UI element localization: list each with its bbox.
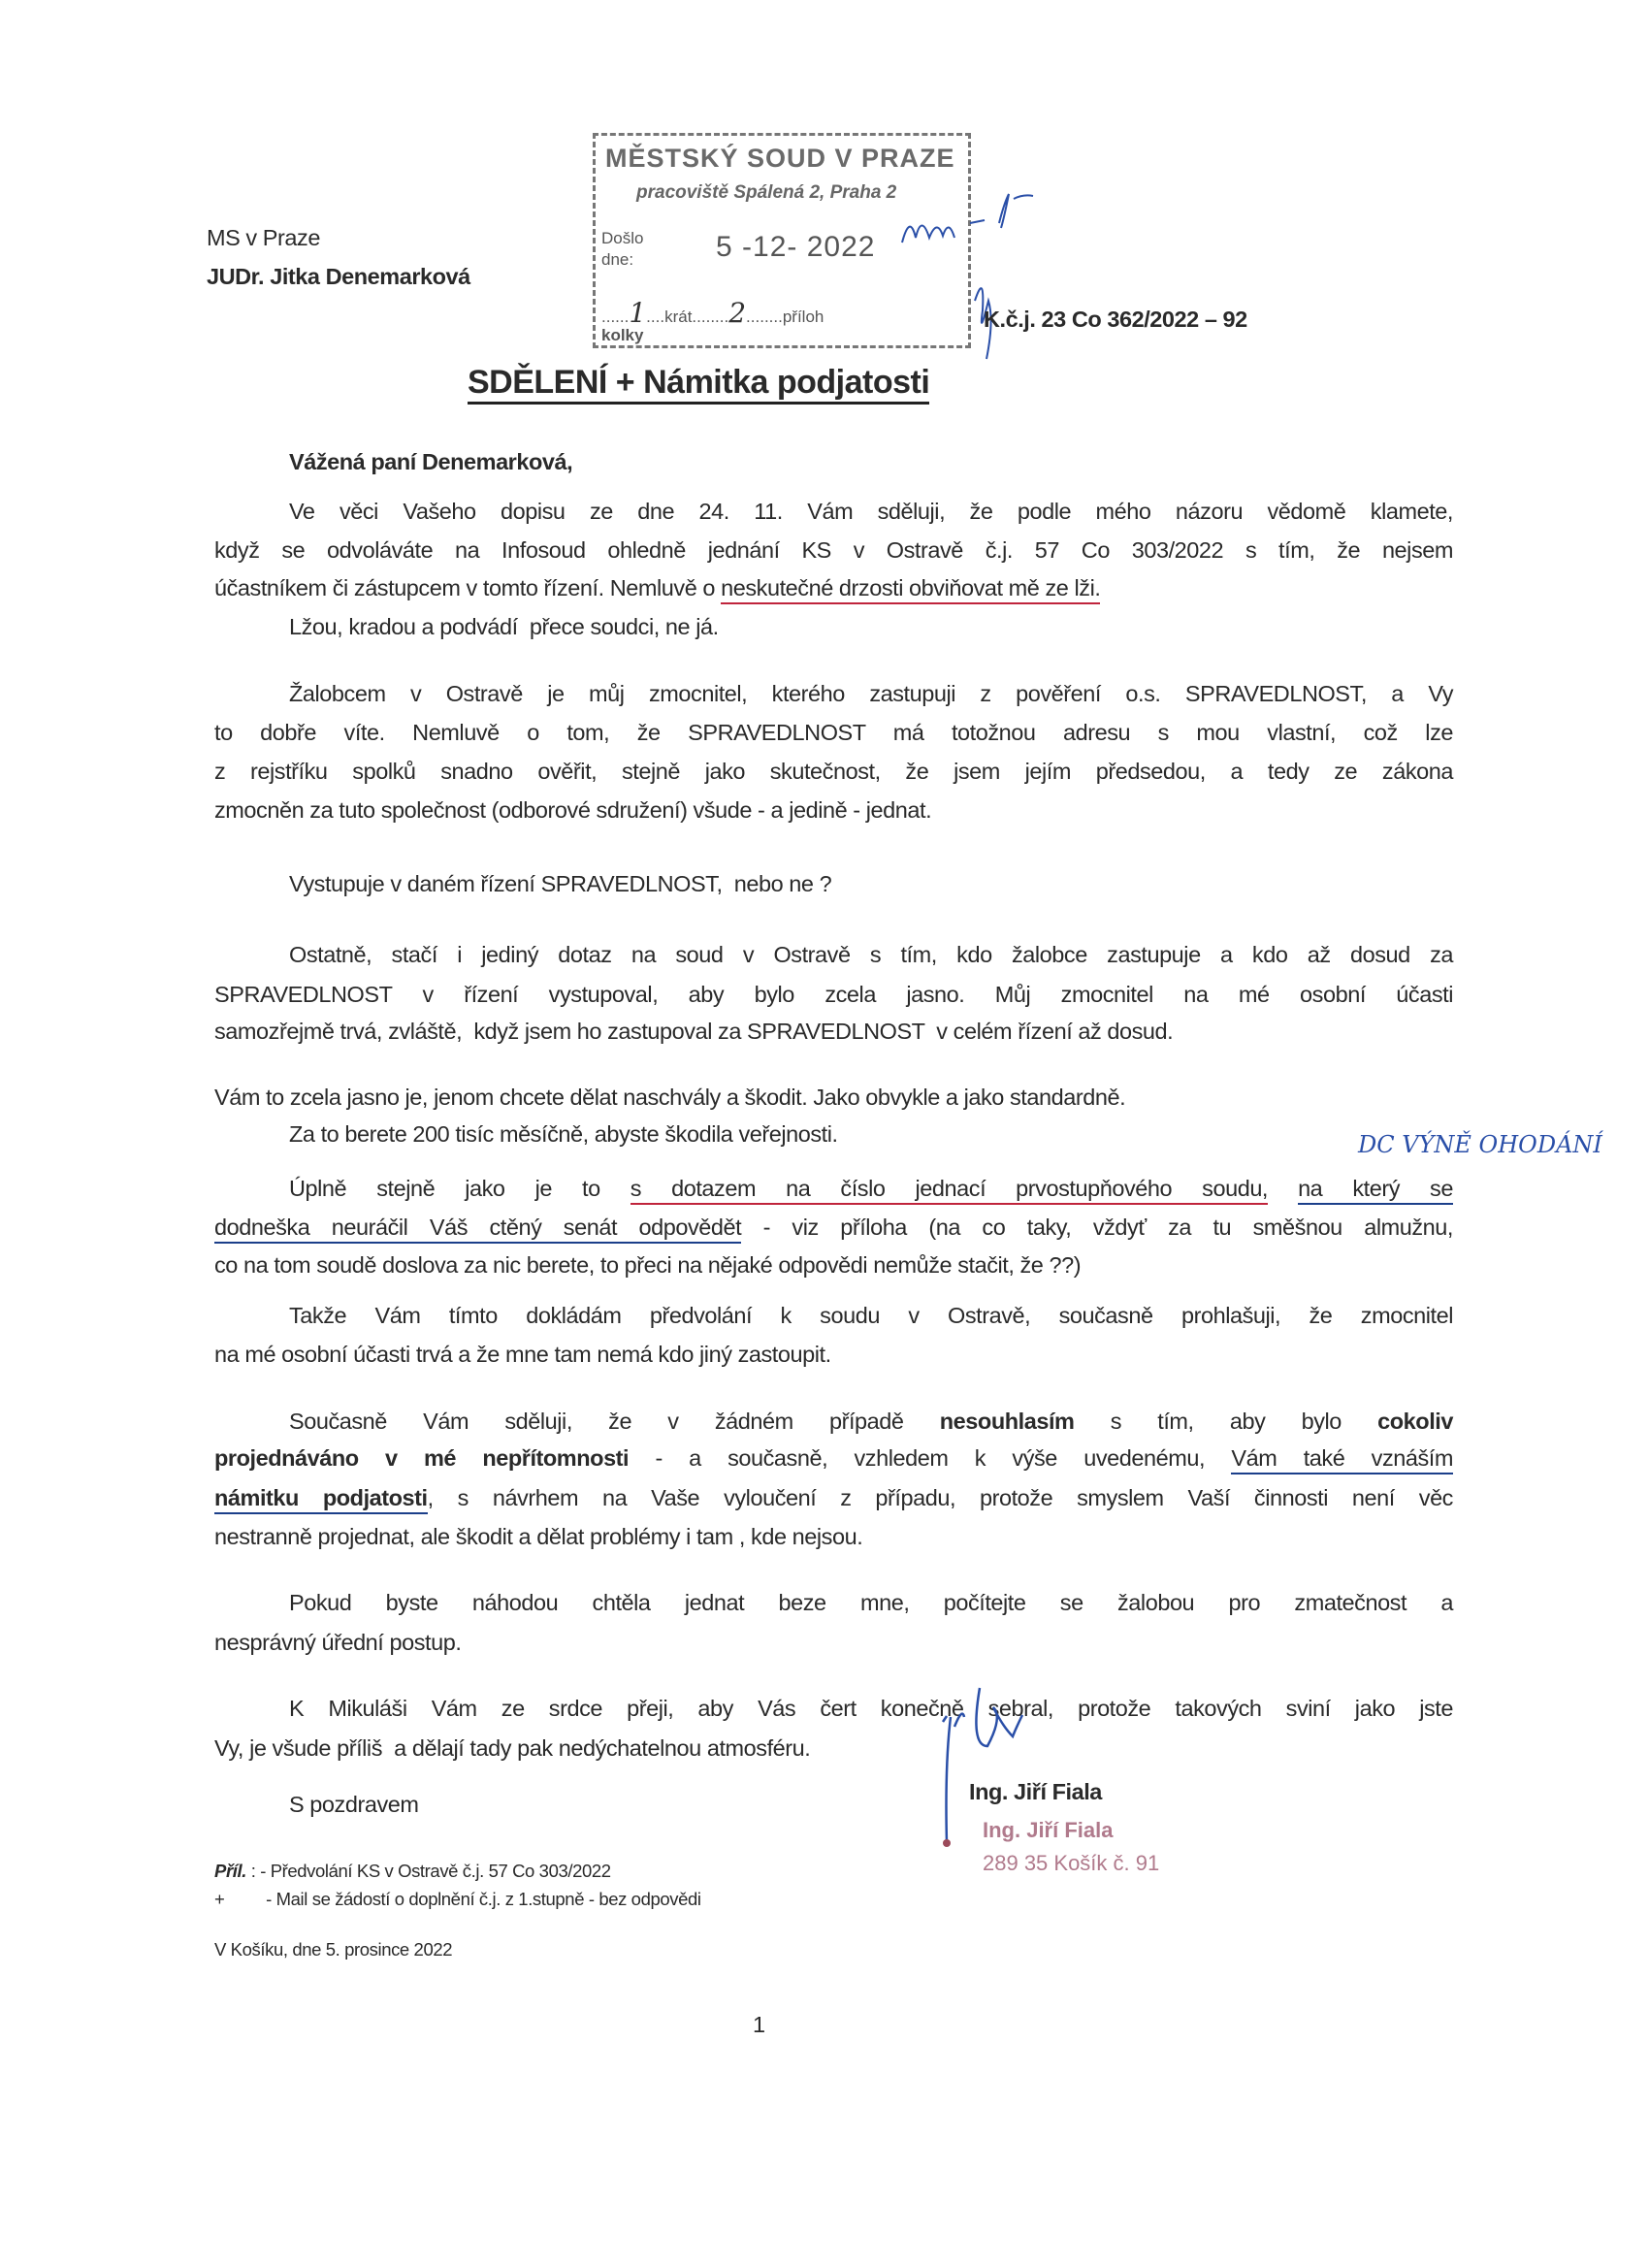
stamp-attachments-value: 2 — [728, 297, 747, 329]
body-line — [214, 1735, 1453, 1762]
body-line — [214, 1445, 1453, 1474]
emphasized-text: s dotazem na číslo jednací prvostupňového soudu, — [630, 1176, 1268, 1205]
body-line — [289, 1590, 1453, 1619]
emphasized-text: cokoliv — [1377, 1409, 1453, 1434]
body-line — [289, 871, 1453, 897]
page-number: 1 — [753, 2012, 765, 2037]
body-line — [214, 1085, 1453, 1111]
body-line — [289, 1696, 1453, 1725]
salutation: Vážená paní Denemarková, — [289, 449, 573, 474]
text-segment: Lžou, kradou a podvádí přece soudci, ne já. — [289, 614, 719, 639]
recipient-court: MS v Praze — [207, 225, 320, 250]
body-line — [214, 1524, 1453, 1550]
body-line — [214, 1252, 1453, 1279]
text-segment — [1268, 1176, 1298, 1201]
recipient-name: JUDr. Jitka Denemarková — [207, 264, 470, 289]
body-line — [214, 575, 1453, 601]
text-segment: Pokud byste náhodou chtěla jednat beze mne, počítejte se žalobou pro zmatečnost a — [289, 1590, 1453, 1615]
address-stamp-line-2: 289 35 Košík č. 91 — [983, 1851, 1160, 1875]
address-stamp-line-1: Ing. Jiří Fiala — [983, 1818, 1114, 1842]
attachment-plus: + — [214, 1889, 225, 1909]
body-line — [214, 1485, 1453, 1514]
text-segment: účastníkem či zástupcem v tomto řízení. Nemluvě o — [214, 575, 722, 600]
received-stamp: MĚSTSKÝ SOUD V PRAZE pracoviště Spálená 2, Praha 2 Došlo dne: 5 -12- 2022 ......1....krát........2........příloh kolky — [593, 133, 971, 348]
body-line — [289, 942, 1453, 971]
attachment-item-1: : - Předvolání KS v Ostravě č.j. 57 Co 303/2022 — [250, 1861, 611, 1881]
body-line — [289, 1303, 1453, 1332]
text-segment: z rejstříku spolků snadno ověřit, stejně jako skutečnost, že jsem jejím předsedou, a tedy ze zákona — [214, 759, 1453, 784]
text-segment: zmocněn za tuto společnost (odborové sdružení) všude - a jedině - jednat. — [214, 797, 932, 823]
stamp-date: 5 -12- 2022 — [716, 231, 876, 263]
text-segment: - viz příloha (na co taky, vždyť za tu směšnou almužnu, — [741, 1215, 1453, 1240]
signature-name: Ing. Jiří Fiala — [969, 1779, 1102, 1804]
text-segment: Ostatně, stačí i jediný dotaz na soud v Ostravě s tím, kdo žalobce zastupuje a kdo až dosud za — [289, 942, 1453, 967]
stamp-stamps-label: kolky — [601, 326, 644, 344]
emphasized-text: dodneška neuráčil Váš ctěný senát odpovědět — [214, 1215, 741, 1244]
stamp-court: MĚSTSKÝ SOUD V PRAZE — [605, 144, 955, 173]
emphasized-text: Vám také vznáším — [1231, 1445, 1453, 1474]
stamp-received-label: Došlo — [601, 229, 644, 247]
stamp-copies-label: krát — [664, 308, 693, 326]
closing: S pozdravem — [289, 1792, 419, 1817]
body-line — [214, 1630, 1453, 1656]
stamp-received-label-2: dne: — [601, 250, 634, 269]
emphasized-text: na který se — [1298, 1176, 1453, 1205]
attachments-label: Příl. — [214, 1861, 246, 1881]
text-segment: K Mikuláši Vám ze srdce přeji, aby Vás čert konečně sebral, protože takových sviní jako jste — [289, 1696, 1453, 1721]
text-segment: samozřejmě trvá, zvláště, když jsem ho zastupoval za SPRAVEDLNOST v celém řízení až dosud. — [214, 1019, 1174, 1044]
body-line — [289, 499, 1453, 528]
text-segment: Současně Vám sděluji, že v žádném případě — [289, 1409, 940, 1434]
text-segment: s tím, aby bylo — [1074, 1409, 1378, 1434]
body-line — [214, 797, 1453, 824]
body-line — [289, 681, 1453, 710]
emphasized-text: neskutečné drzosti obviňovat mě ze lži. — [721, 575, 1100, 604]
text-segment: - a současně, vzhledem k výše uvedenému, — [629, 1445, 1232, 1471]
body-line — [289, 1176, 1453, 1205]
text-segment: nestranně projednat, ale škodit a dělat problémy i tam , kde nejsou. — [214, 1524, 863, 1549]
body-line — [289, 1121, 1453, 1148]
emphasized-text: projednáváno v mé nepřítomnosti — [214, 1445, 630, 1471]
stamp-copies-value: 1 — [629, 297, 647, 329]
attachment-item-2: - Mail se žádostí o doplnění č.j. z 1.stupně - bez odpovědi — [266, 1889, 701, 1909]
text-segment: to dobře víte. Nemluvě o tom, že SPRAVEDLNOST má totožnou adresu s mou vlastní, což lze — [214, 720, 1453, 745]
text-segment: Takže Vám tímto dokládám předvolání k soudu v Ostravě, současně prohlašuji, že zmocnitel — [289, 1303, 1453, 1328]
text-segment: Vám to zcela jasno je, jenom chcete dělat naschvály a škodit. Jako obvykle a jako standardně. — [214, 1085, 1126, 1110]
text-segment: Za to berete 200 tisíc měsíčně, abyste škodila veřejnosti. — [289, 1121, 838, 1147]
text-segment: Žalobcem v Ostravě je můj zmocnitel, kterého zastupuji z pověření o.s. SPRAVEDLNOST, a Vy — [289, 681, 1453, 706]
text-segment: Vy, je všude příliš a dělají tady pak nedýchatelnou atmosféru. — [214, 1735, 811, 1761]
emphasized-text: nesouhlasím — [939, 1409, 1075, 1434]
body-line — [214, 720, 1453, 749]
body-line — [214, 1215, 1453, 1244]
body-line — [214, 1342, 1453, 1368]
document-title: SDĚLENÍ + Námitka podjatosti — [468, 364, 929, 405]
handwritten-annotation-icon — [883, 184, 1116, 378]
place-date: V Košíku, dne 5. prosince 2022 — [214, 1939, 453, 1960]
body-line — [214, 537, 1453, 567]
text-segment: Úplně stejně jako je to — [289, 1176, 630, 1201]
stamp-workplace: pracoviště Spálená 2, Praha 2 — [636, 182, 897, 203]
margin-note: DC VÝNĚ OHODÁNÍ — [1358, 1131, 1602, 1158]
text-segment: Vystupuje v daném řízení SPRAVEDLNOST, nebo ne ? — [289, 871, 832, 896]
case-number: K.č.j. 23 Co 362/2022 – 92 — [984, 307, 1247, 332]
emphasized-text: námitku podjatosti — [214, 1485, 428, 1514]
body-line — [289, 614, 1453, 640]
text-segment: Ve věci Vašeho dopisu ze dne 24. 11. Vám sděluji, že podle mého názoru vědomě klamete, — [289, 499, 1453, 524]
text-segment: SPRAVEDLNOST v řízení vystupoval, aby bylo zcela jasno. Můj zmocnitel na mé osobní účasti — [214, 982, 1453, 1007]
text-segment: nesprávný úřední postup. — [214, 1630, 462, 1655]
text-segment: na mé osobní účasti trvá a že mne tam nemá kdo jiný zastoupit. — [214, 1342, 831, 1367]
text-segment: co na tom soudě doslova za nic berete, to přeci na nějaké odpovědi nemůže stačit, že ??) — [214, 1252, 1082, 1278]
text-segment: , s návrhem na Vaše vyloučení z případu, protože smyslem Vaší činnosti není věc — [427, 1485, 1453, 1510]
body-line — [214, 759, 1453, 788]
body-line — [289, 1409, 1453, 1438]
stamp-attachments-label: příloh — [782, 308, 824, 326]
body-line — [214, 982, 1453, 1011]
text-segment: když se odvoláváte na Infosoud ohledně jednání KS v Ostravě č.j. 57 Co 303/2022 s tím, že nejsem — [214, 537, 1453, 563]
body-line — [214, 1019, 1453, 1045]
